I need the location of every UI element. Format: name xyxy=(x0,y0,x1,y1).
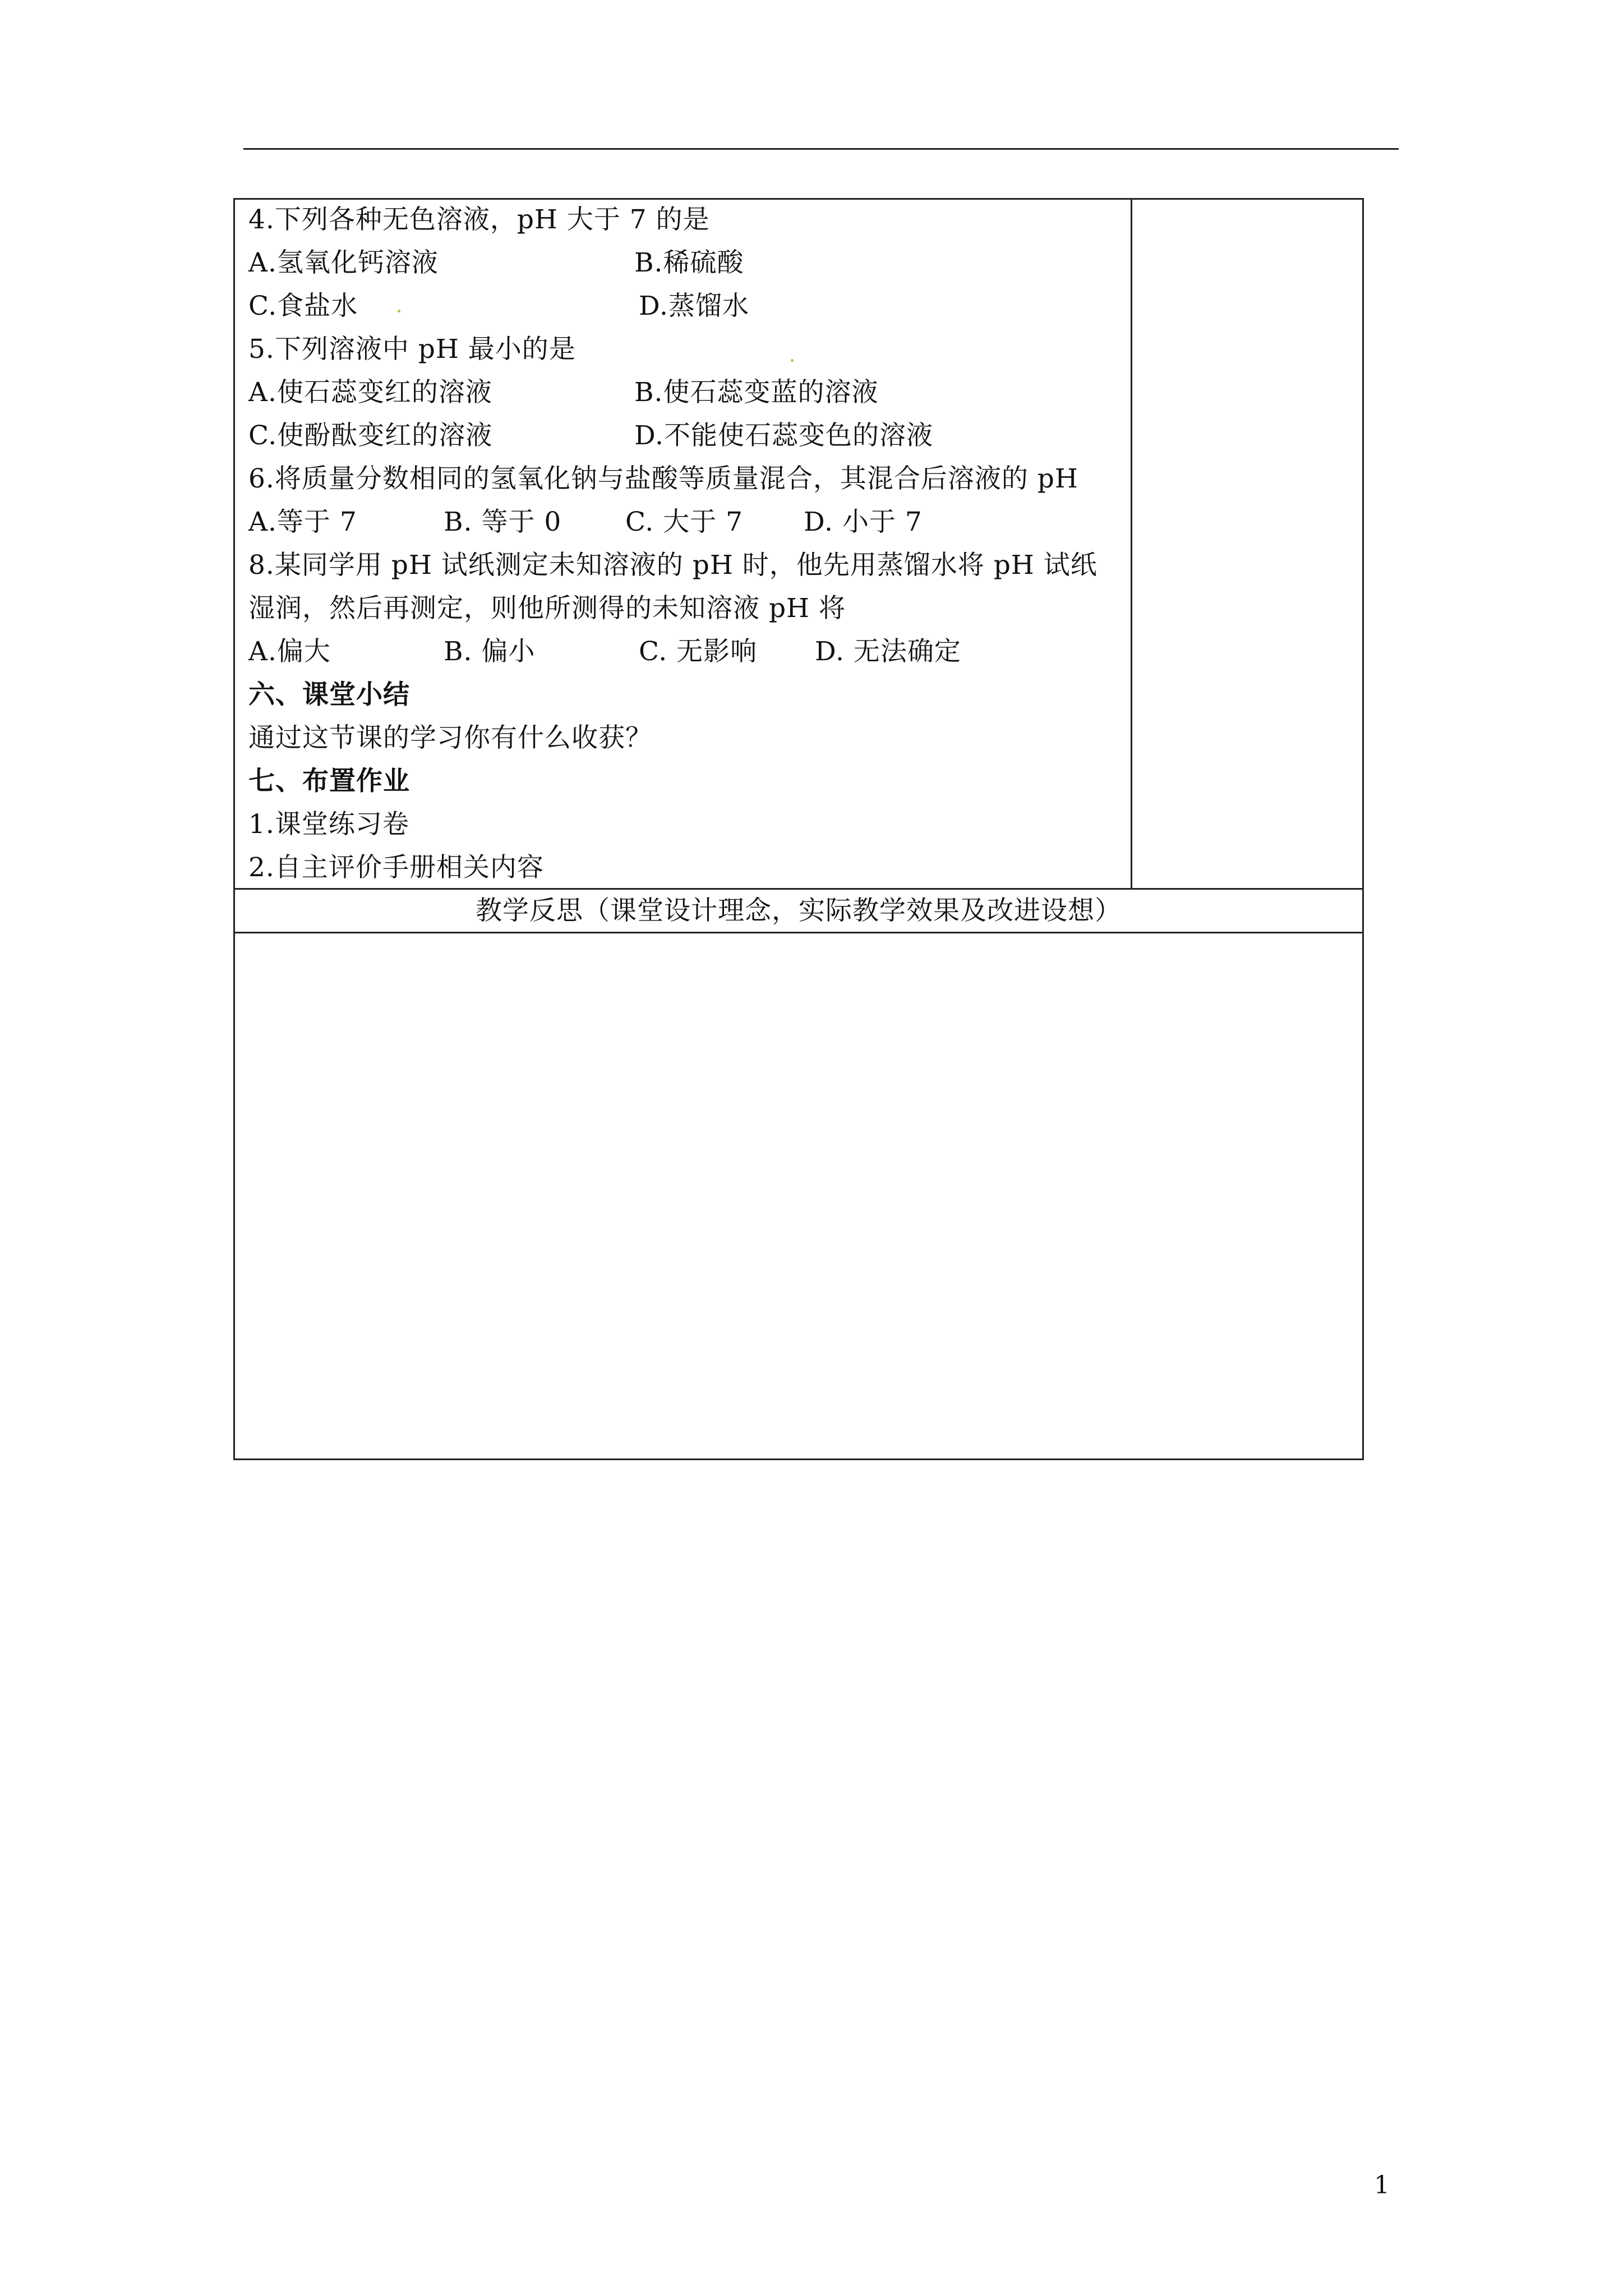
option-a: A.偏大 xyxy=(248,636,331,667)
lesson-table xyxy=(233,198,1364,1460)
question-6: 6.将质量分数相同的氢氧化钠与盐酸等质量混合，其混合后溶液的 pH xyxy=(248,463,1078,494)
option-d: D.蒸馏水 xyxy=(639,291,749,321)
question-8-line1: 8.某同学用 pH 试纸测定未知溶液的 pH 时，他先用蒸馏水将 pH 试纸 xyxy=(248,550,1098,581)
question-4: 4.下列各种无色溶液，pH 大于 7 的是 xyxy=(248,204,710,235)
option-b: B. 偏小 xyxy=(444,636,536,667)
option-d: D.不能使石蕊变色的溶液 xyxy=(634,420,933,451)
option-c: C.食盐水 xyxy=(248,291,358,321)
option-a: A.使石蕊变红的溶液 xyxy=(248,377,492,408)
question-8-line2: 湿润，然后再测定，则他所测得的未知溶液 pH 将 xyxy=(248,593,846,624)
question-5: 5.下列溶液中 pH 最小的是 xyxy=(248,334,576,365)
section-summary-heading: 六、课堂小结 xyxy=(248,679,410,710)
option-b: B.稀硫酸 xyxy=(634,247,744,278)
homework-item-2: 2.自主评价手册相关内容 xyxy=(248,852,544,883)
option-a: A.氢氧化钙溶液 xyxy=(248,247,439,278)
exercise-row xyxy=(235,200,1362,890)
option-d: D. 小于 7 xyxy=(804,507,923,537)
exercise-cell xyxy=(235,200,1132,888)
option-c: C. 大于 7 xyxy=(625,507,744,537)
summary-question: 通过这节课的学习你有什么收获？ xyxy=(248,723,652,753)
page-number: 1 xyxy=(1374,2171,1390,2200)
header-rule xyxy=(243,148,1399,150)
section-homework-heading: 七、布置作业 xyxy=(248,766,410,797)
option-d: D. 无法确定 xyxy=(815,636,961,667)
reflection-body xyxy=(235,933,1362,1458)
option-c: C.使酚酞变红的溶液 xyxy=(248,420,493,451)
option-c: C. 无影响 xyxy=(639,636,758,667)
homework-item-1: 1.课堂练习卷 xyxy=(248,809,409,840)
option-a: A.等于 7 xyxy=(248,507,357,537)
ink-speck xyxy=(791,359,794,362)
option-b: B.使石蕊变蓝的溶液 xyxy=(634,377,879,408)
reflection-header: 教学反思（课堂设计理念，实际教学效果及改进设想） xyxy=(235,890,1362,933)
ink-speck xyxy=(398,310,400,312)
option-b: B. 等于 0 xyxy=(444,507,562,537)
